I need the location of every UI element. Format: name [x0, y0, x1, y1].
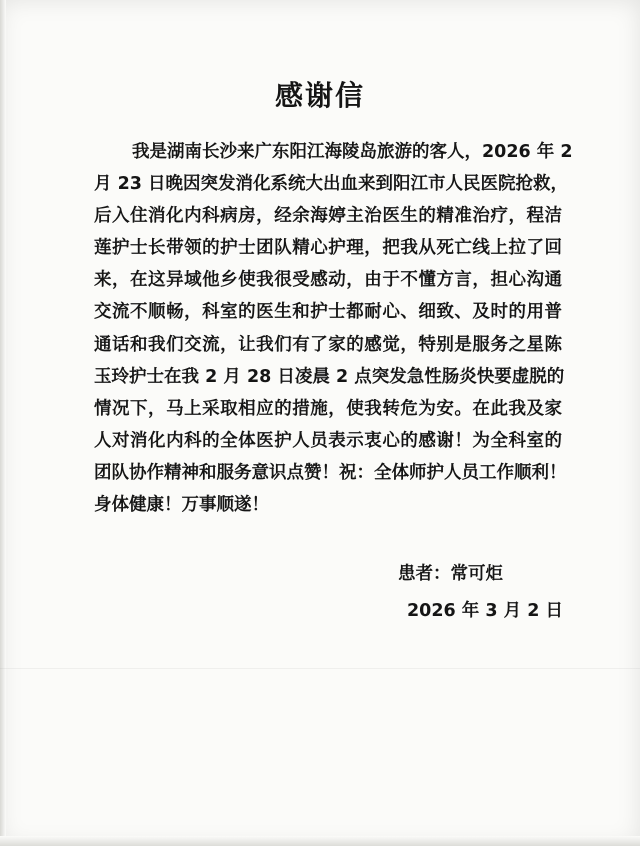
letter-body-line: 身体健康！万事顺遂！ — [94, 495, 269, 516]
letter-signature: 患者：常可炬 — [398, 564, 503, 584]
letter-body-line: 通话和我们交流，让我们有了家的感觉，特别是服务之星陈 — [94, 334, 562, 355]
letter-body-line: 情况下，马上采取相应的措施，使我转危为安。在此我及家 — [94, 398, 562, 419]
paper-fold-crease — [0, 668, 640, 669]
letter-body-line: 玉玲护士在我 2 月 28 日凌晨 2 点突发急性肠炎快要虚脱的 — [94, 366, 565, 387]
letter-body-line: 莲护士长带领的护士团队精心护理，把我从死亡线上拉了回 — [94, 238, 562, 259]
letter-body-line: 月 23 日晚因突发消化系统大出血来到阳江市人民医院抢救， — [94, 174, 569, 195]
letter-body — [94, 136, 573, 521]
letter-body-line: 来，在这异域他乡使我很受感动，由于不懂方言，担心沟通 — [94, 270, 562, 291]
letter-body-line: 后入住消化内科病房，经余海婷主治医生的精准治疗，程洁 — [94, 206, 562, 227]
paper-left-edge — [0, 0, 6, 846]
paper-bottom-edge — [0, 836, 640, 846]
letter-body-line: 我是湖南长沙来广东阳江海陵岛旅游的客人，2026 年 2 — [132, 142, 573, 162]
letter-title: 感谢信 — [274, 79, 365, 112]
letter-body-line: 人对消化内科的全体医护人员表示衷心的感谢！为全科室的 — [94, 430, 562, 451]
letter-body-line: 交流不顺畅，科室的医生和护士都耐心、细致、及时的用普 — [94, 302, 562, 323]
letter-date: 2026 年 3 月 2 日 — [407, 601, 564, 621]
letter-body-line: 团队协作精神和服务意识点赞！祝：全体师护人员工作顺利！ — [94, 462, 567, 483]
